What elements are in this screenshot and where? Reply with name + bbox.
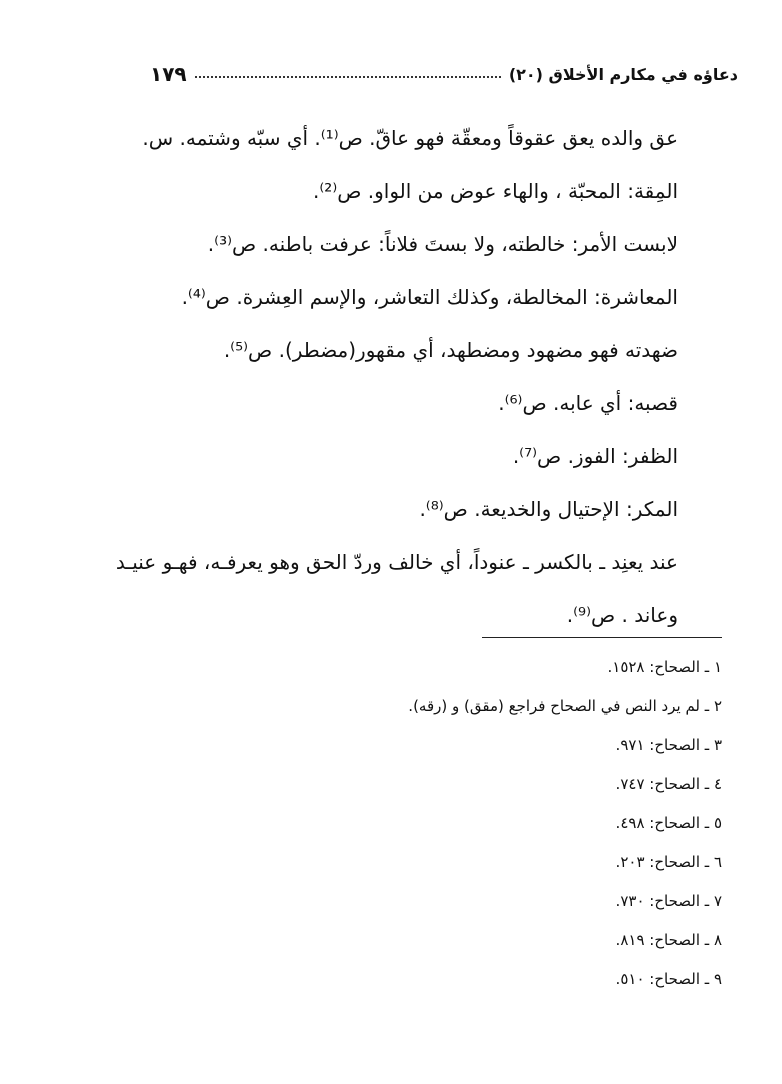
footnote: ٣ ـ الصحاح: ٩٧١. [615, 736, 722, 754]
footnote: ٤ ـ الصحاح: ٧٤٧. [615, 775, 722, 793]
footnote: ١ ـ الصحاح: ١٥٢٨. [607, 658, 722, 676]
glossary-body [115, 112, 738, 642]
glossary-entry: المكر: الإحتيال والخديعة. ص⁽⁸⁾. [419, 497, 678, 521]
footnote-separator [482, 637, 722, 638]
glossary-entry: عق والده يعق عقوقاً ومعقّة فهو عاقّ. ص⁽¹⁾. أي سبّه وشتمه. س. [142, 126, 678, 150]
glossary-entry: المِقة: المحبّة ، والهاء عوض من الواو. ص⁽²⁾. [313, 179, 678, 203]
footnote: ٢ ـ لم يرد النص في الصحاح فراجع (مقق) و (رقه). [408, 697, 722, 715]
glossary-entry: قصبه: أي عابه. ص⁽⁶⁾. [498, 391, 678, 415]
footnotes [150, 652, 722, 1003]
running-header [150, 58, 738, 90]
footnote: ٨ ـ الصحاح: ٨١٩. [615, 931, 722, 949]
header-title: دعاؤه في مكارم الأخلاق (٢٠) [508, 64, 738, 84]
glossary-entry-continuation: وعاند . ص⁽⁹⁾. [566, 603, 678, 627]
glossary-entry: عند يعنِد ـ بالكسر ـ عنوداً، أي خالف وردّ الحق وهو يعرفـه، فهـو عنيـد [115, 550, 678, 574]
footnote: ٦ ـ الصحاح: ٢٠٣. [615, 853, 722, 871]
glossary-entry: الظفر: الفوز. ص⁽⁷⁾. [512, 444, 678, 468]
glossary-entry: لابست الأمر: خالطته، ولا بستَ فلاناً: عرفت باطنه. ص⁽³⁾. [207, 232, 678, 256]
header-leader-dots [195, 76, 501, 78]
glossary-entry: المعاشرة: المخالطة، وكذلك التعاشر، والإسم العِشرة. ص⁽⁴⁾. [181, 285, 678, 309]
footnote: ٩ ـ الصحاح: ٥١٠. [615, 970, 722, 988]
glossary-entry: ضهدته فهو مضهود ومضطهد، أي مقهور(مضطر). ص⁽⁵⁾. [223, 338, 678, 362]
footnote: ٧ ـ الصحاح: ٧٣٠. [615, 892, 722, 910]
page-number: ١٧٩ [150, 62, 187, 86]
footnote: ٥ ـ الصحاح: ٤٩٨. [615, 814, 722, 832]
